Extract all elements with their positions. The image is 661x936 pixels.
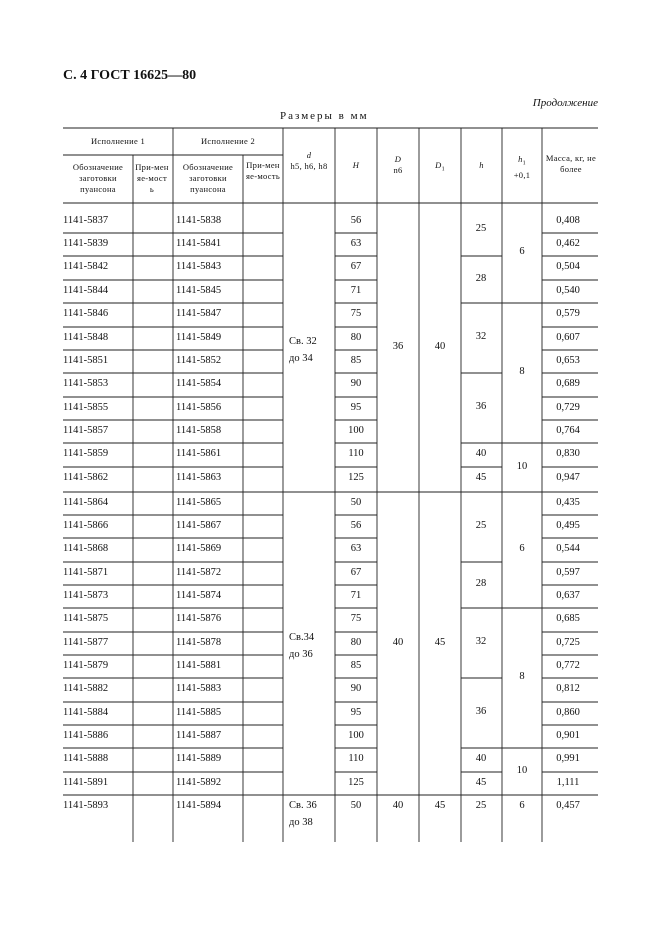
- designation-exec1-cell: 1141-5871: [63, 567, 109, 578]
- designation-exec2-cell: 1141-5874: [176, 590, 222, 601]
- page-header: С. 4 ГОСТ 16625—80: [63, 68, 197, 83]
- designation-exec2-cell: 1141-5867: [176, 520, 222, 531]
- header-D: [377, 154, 419, 176]
- mass-cell: 0,689: [556, 378, 580, 389]
- d-range-from-cell: Св. 32: [289, 335, 317, 347]
- header-D1-symbol: D: [435, 160, 442, 170]
- designation-exec1-cell: 1141-5859: [63, 448, 109, 459]
- h1-group-cell: 8: [519, 671, 525, 682]
- h1-group-cell: 6: [519, 543, 525, 554]
- header-h: h: [479, 160, 484, 170]
- mass-cell: 0,579: [556, 308, 580, 319]
- designation-exec1-cell: 1141-5844: [63, 285, 109, 296]
- h-group-cell: 25: [475, 800, 487, 811]
- designation-exec2-cell: 1141-5838: [176, 215, 222, 226]
- header-D1: [419, 160, 461, 176]
- header-D-tolerance: n6: [393, 165, 403, 175]
- D1-group-cell: 40: [434, 340, 446, 352]
- H-cell: 80: [350, 332, 362, 343]
- mass-cell: 0,860: [556, 707, 580, 718]
- header-D-symbol: D: [394, 154, 402, 164]
- designation-exec2-cell: 1141-5883: [176, 683, 222, 694]
- h-group-cell: 45: [475, 472, 487, 483]
- mass-cell: 0,991: [556, 753, 580, 764]
- header-mass: Масса, кг, не более: [545, 153, 597, 174]
- H-cell: 100: [348, 425, 364, 436]
- H-cell: 110: [348, 753, 364, 764]
- designation-exec2-cell: 1141-5894: [176, 800, 222, 811]
- designation-exec1-cell: 1141-5853: [63, 378, 109, 389]
- mass-cell: 0,947: [556, 472, 580, 483]
- designation-exec1-cell: 1141-5873: [63, 590, 109, 601]
- header-h1-symbol: h: [518, 154, 523, 164]
- H-cell: 90: [350, 683, 362, 694]
- designation-exec1-cell: 1141-5866: [63, 520, 109, 531]
- designation-exec1-cell: 1141-5842: [63, 261, 109, 272]
- designation-exec2-cell: 1141-5849: [176, 332, 222, 343]
- designation-exec1-cell: 1141-5884: [63, 707, 109, 718]
- mass-cell: 0,504: [556, 261, 580, 272]
- designation-exec2-cell: 1141-5861: [176, 448, 222, 459]
- designation-exec2-cell: 1141-5869: [176, 543, 222, 554]
- designation-exec1-cell: 1141-5888: [63, 753, 109, 764]
- header-execution-1: Исполнение 1: [90, 136, 145, 146]
- designation-exec2-cell: 1141-5881: [176, 660, 222, 671]
- h-group-cell: 36: [475, 401, 487, 412]
- designation-exec2-cell: 1141-5889: [176, 753, 222, 764]
- designation-exec1-cell: 1141-5875: [63, 613, 109, 624]
- designation-exec2-cell: 1141-5841: [176, 238, 222, 249]
- H-cell: 71: [350, 590, 362, 601]
- mass-cell: 0,540: [556, 285, 580, 296]
- header-applicability-2: При-меняе-мость: [245, 160, 281, 181]
- h-group-cell: 25: [475, 222, 487, 234]
- D-group-cell: 40: [392, 636, 404, 648]
- header-designation-2: Обозначение заготовки пуансона: [182, 162, 234, 194]
- header-d-symbol: d: [306, 150, 312, 160]
- designation-exec1-cell: 1141-5851: [63, 355, 109, 366]
- mass-cell: 0,607: [556, 332, 580, 343]
- designation-exec2-cell: 1141-5843: [176, 261, 222, 272]
- header-h1-tolerance: +0,1: [513, 169, 531, 180]
- H-cell: 125: [348, 472, 364, 483]
- h-group-cell: 36: [475, 706, 487, 717]
- designation-exec1-cell: 1141-5855: [63, 402, 109, 413]
- header-designation-1: Обозначение заготовки пуансона: [72, 162, 124, 194]
- designation-exec2-cell: 1141-5856: [176, 402, 222, 413]
- header-h1-subscript: 1: [522, 160, 526, 167]
- h-group-cell: 32: [475, 331, 487, 342]
- designation-exec1-cell: 1141-5862: [63, 472, 109, 483]
- header-H: H: [352, 160, 360, 170]
- header-d-tolerance: h5, h6, h8: [290, 161, 328, 171]
- designation-exec2-cell: 1141-5858: [176, 425, 222, 436]
- H-cell: 125: [348, 777, 364, 788]
- mass-cell: 0,435: [556, 497, 580, 508]
- designation-exec1-cell: 1141-5846: [63, 308, 109, 319]
- designation-exec1-cell: 1141-5864: [63, 497, 109, 508]
- designation-exec1-cell: 1141-5882: [63, 683, 109, 694]
- H-cell: 56: [350, 520, 362, 531]
- D1-group-cell: 45: [434, 636, 446, 648]
- mass-cell: 0,637: [556, 590, 580, 601]
- H-cell: 90: [350, 378, 362, 389]
- mass-cell: 1,111: [556, 777, 580, 788]
- designation-exec2-cell: 1141-5854: [176, 378, 222, 389]
- H-cell: 50: [350, 800, 362, 811]
- designation-exec1-cell: 1141-5868: [63, 543, 109, 554]
- D-group-cell: 40: [392, 800, 404, 811]
- designation-exec1-cell: 1141-5839: [63, 238, 109, 249]
- mass-cell: 0,901: [556, 730, 580, 741]
- h1-group-cell: 6: [519, 800, 525, 811]
- header-D1-subscript: 1: [441, 166, 445, 173]
- designation-exec2-cell: 1141-5863: [176, 472, 222, 483]
- h-group-cell: 25: [475, 520, 487, 531]
- H-cell: 75: [350, 308, 362, 319]
- mass-cell: 0,729: [556, 402, 580, 413]
- header-h1: [502, 154, 542, 181]
- mass-cell: 0,830: [556, 448, 580, 459]
- H-cell: 50: [350, 497, 362, 508]
- designation-exec2-cell: 1141-5847: [176, 308, 222, 319]
- h1-group-cell: 8: [519, 366, 525, 377]
- h-group-cell: 40: [475, 753, 487, 764]
- d-range-from-cell: Св. 36: [289, 800, 317, 811]
- h-group-cell: 28: [475, 578, 487, 589]
- designation-exec2-cell: 1141-5872: [176, 567, 222, 578]
- H-cell: 63: [350, 238, 362, 249]
- mass-cell: 0,772: [556, 660, 580, 671]
- header-applicability-1: При-меняе-мость: [135, 162, 169, 194]
- h-group-cell: 32: [475, 636, 487, 647]
- H-cell: 67: [350, 567, 362, 578]
- designation-exec1-cell: 1141-5877: [63, 637, 109, 648]
- mass-cell: 0,462: [556, 238, 580, 249]
- continuation-label: Продолжение: [532, 97, 598, 109]
- H-cell: 110: [348, 448, 364, 459]
- H-cell: 85: [350, 660, 362, 671]
- designation-exec1-cell: 1141-5837: [63, 215, 109, 226]
- designation-exec1-cell: 1141-5857: [63, 425, 109, 436]
- mass-cell: 0,725: [556, 637, 580, 648]
- dimensions-caption: Размеры в мм: [280, 110, 369, 122]
- h1-group-cell: 10: [516, 764, 528, 776]
- designation-exec2-cell: 1141-5876: [176, 613, 222, 624]
- designation-exec2-cell: 1141-5878: [176, 637, 222, 648]
- H-cell: 100: [348, 730, 364, 741]
- H-cell: 71: [350, 285, 362, 296]
- d-range-to-cell: до 38: [289, 817, 313, 828]
- H-cell: 85: [350, 355, 362, 366]
- mass-cell: 0,685: [556, 613, 580, 624]
- H-cell: 56: [350, 215, 362, 226]
- d-range-from-cell: Св.34: [289, 631, 315, 643]
- h-group-cell: 28: [475, 272, 487, 284]
- h-group-cell: 40: [475, 448, 487, 459]
- h1-group-cell: 10: [516, 460, 528, 472]
- designation-exec1-cell: 1141-5848: [63, 332, 109, 343]
- H-cell: 75: [350, 613, 362, 624]
- mass-cell: 0,764: [556, 425, 580, 436]
- h1-group-cell: 6: [519, 246, 525, 257]
- h-group-cell: 45: [475, 777, 487, 788]
- H-cell: 95: [350, 707, 362, 718]
- header-execution-2: Исполнение 2: [200, 136, 255, 146]
- designation-exec2-cell: 1141-5852: [176, 355, 222, 366]
- designation-exec1-cell: 1141-5891: [63, 777, 109, 788]
- designation-exec2-cell: 1141-5865: [176, 497, 222, 508]
- mass-cell: 0,457: [556, 800, 580, 811]
- designation-exec1-cell: 1141-5886: [63, 730, 109, 741]
- header-d: [283, 150, 335, 172]
- designation-exec2-cell: 1141-5887: [176, 730, 222, 741]
- d-range-to-cell: до 34: [289, 352, 313, 364]
- mass-cell: 0,597: [556, 567, 580, 578]
- D-group-cell: 36: [392, 340, 404, 352]
- designation-exec2-cell: 1141-5885: [176, 707, 222, 718]
- mass-cell: 0,408: [556, 215, 580, 226]
- H-cell: 67: [350, 261, 362, 272]
- mass-cell: 0,812: [556, 683, 580, 694]
- designation-exec2-cell: 1141-5892: [176, 777, 222, 788]
- H-cell: 80: [350, 637, 362, 648]
- D1-group-cell: 45: [434, 800, 446, 811]
- d-range-to-cell: до 36: [289, 648, 313, 660]
- designation-exec1-cell: 1141-5879: [63, 660, 109, 671]
- mass-cell: 0,653: [556, 355, 580, 366]
- H-cell: 95: [350, 402, 362, 413]
- H-cell: 63: [350, 543, 362, 554]
- mass-cell: 0,495: [556, 520, 580, 531]
- designation-exec2-cell: 1141-5845: [176, 285, 222, 296]
- designation-exec1-cell: 1141-5893: [63, 800, 109, 811]
- mass-cell: 0,544: [556, 543, 580, 554]
